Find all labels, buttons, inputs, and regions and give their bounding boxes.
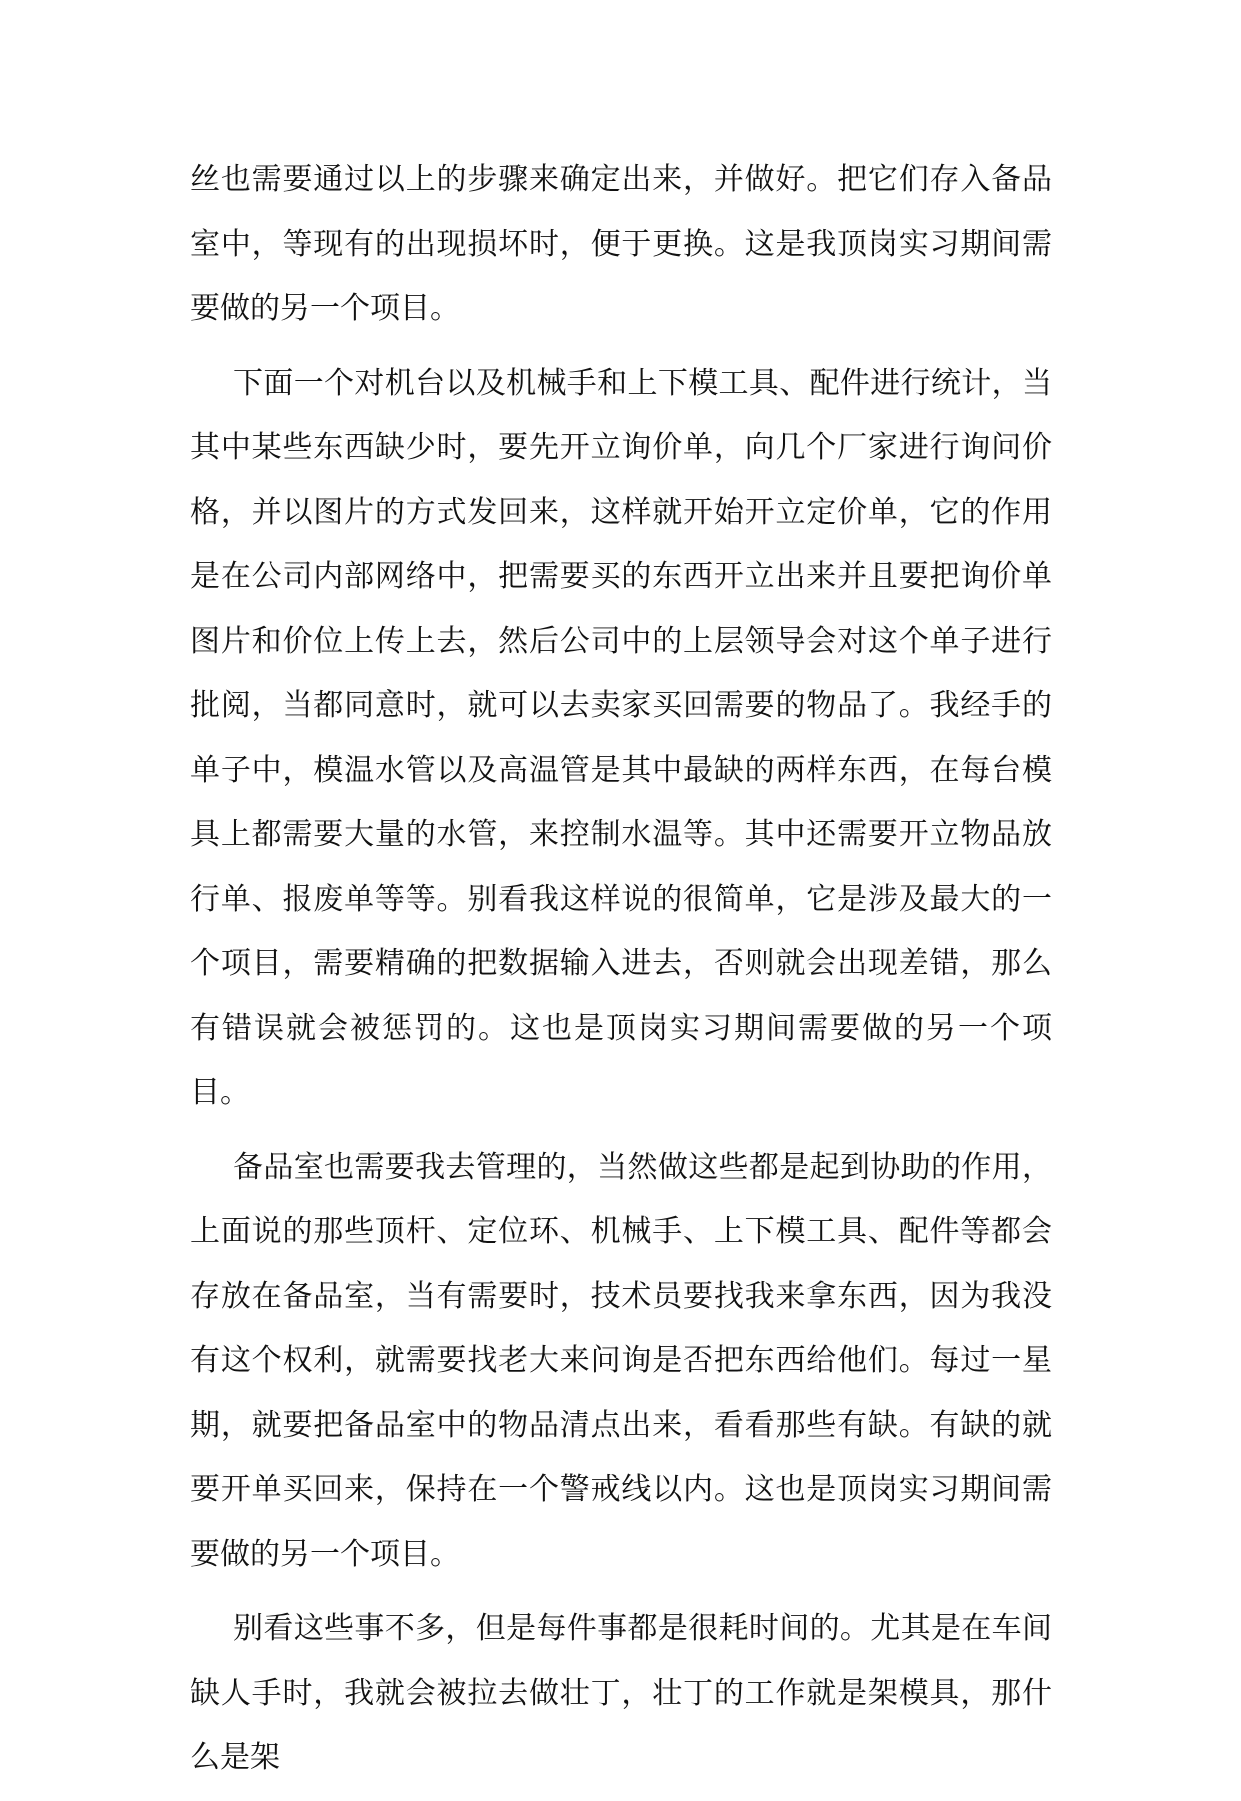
paragraph-2: 下面一个对机台以及机械手和上下模工具、配件进行统计，当其中某些东西缺少时，要先开立询价单，向几个厂家进行询问价格，并以图片的方式发回来，这样就开始开立定价单，它的作用是在公司内部网络中，把需要买的东西开立出来并且要把询价单图片和价位上传上去，然后公司中的上层领导会对这个单子进行批阅，当都同意时，就可以去卖家买回需要的物品了。我经手的单子中，模温水管以及高温管是其中最缺的两样东西，在每台模具上都需要大量的水管，来控制水温等。其中还需要开立物品放行单、报废单等等。别看我这样说的很简单，它是涉及最大的一个项目，需要精确的把数据输入进去，否则就会出现差错，那么有错误就会被惩罚的。这也是顶岗实习期间需要做的另一个项目。	[190, 365, 1052, 1110]
paragraph-1: 丝也需要通过以上的步骤来确定出来，并做好。把它们存入备品室中，等现有的出现损坏时，便于更换。这是我顶岗实习期间需要做的另一个项目。	[190, 162, 1052, 326]
paragraph-4: 别看这些事不多，但是每件事都是很耗时间的。尤其是在车间缺人手时，我就会被拉去做壮丁，壮丁的工作就是架模具，那什么是架	[190, 1611, 1052, 1775]
document-body	[190, 148, 1052, 1801]
paragraph-3: 备品室也需要我去管理的，当然做这些都是起到协助的作用，上面说的那些顶杆、定位环、机械手、上下模工具、配件等都会存放在备品室，当有需要时，技术员要找我来拿东西，因为我没有这个权利，就需要找老大来问询是否把东西给他们。每过一星期，就要把备品室中的物品清点出来，看看那些有缺。有缺的就要开单买回来，保持在一个警戒线以内。这也是顶岗实习期间需要做的另一个项目。	[190, 1149, 1052, 1572]
